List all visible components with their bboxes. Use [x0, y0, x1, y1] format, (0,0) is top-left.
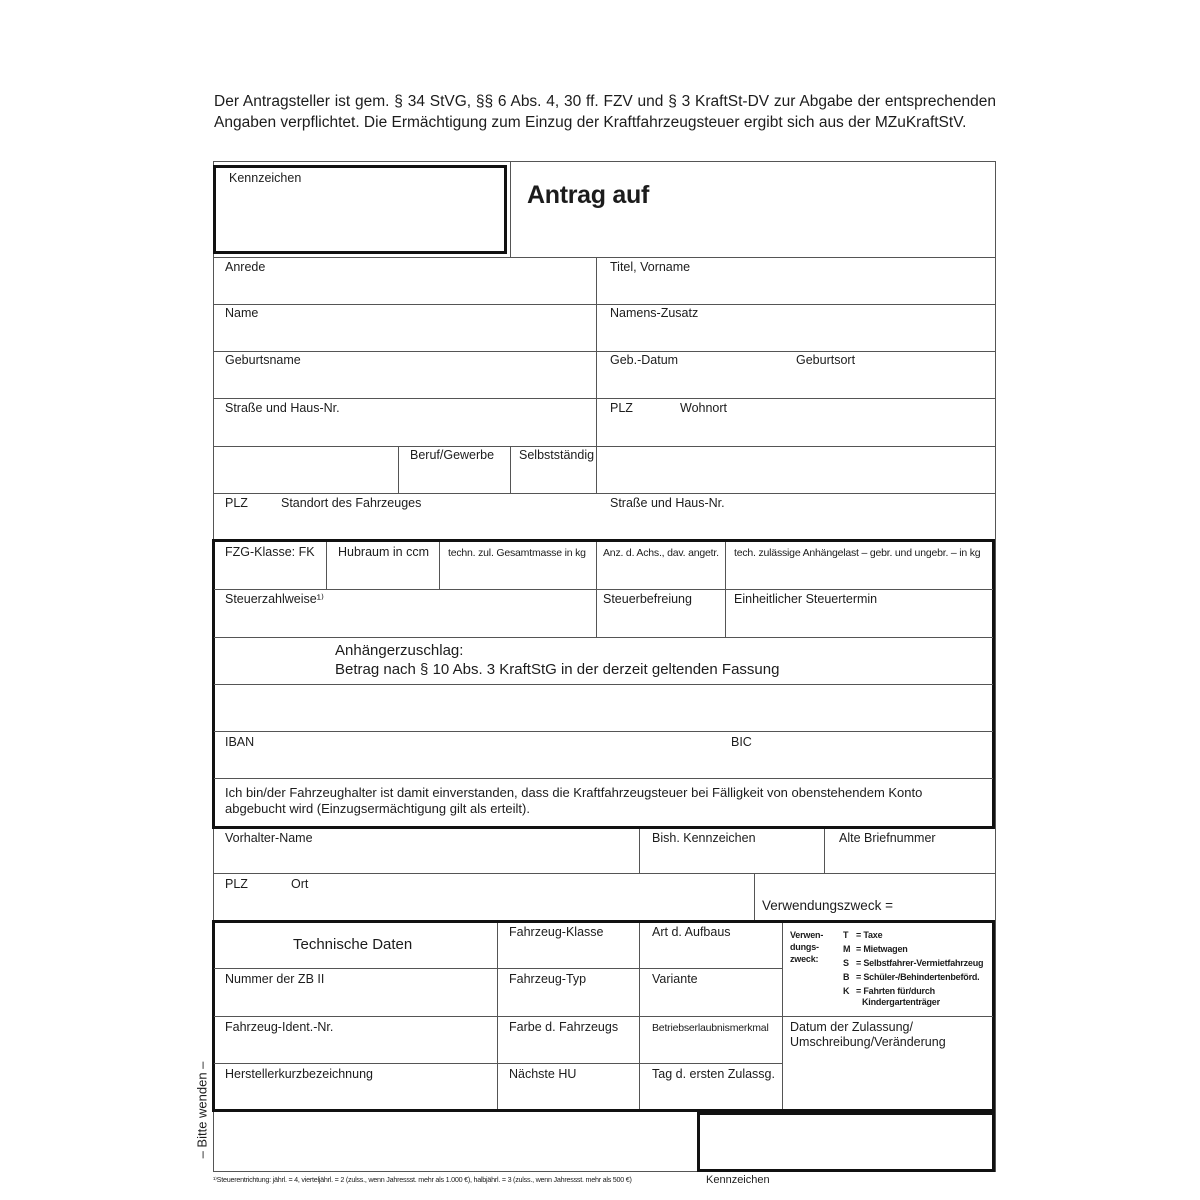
legend-text-m: = Mietwagen [856, 944, 908, 954]
divider [497, 923, 498, 1109]
divider [214, 637, 993, 638]
divider [398, 446, 399, 493]
divider [214, 778, 993, 779]
geburtsname-field[interactable]: Geburtsname [225, 353, 301, 367]
vorhalter-field[interactable]: Vorhalter-Name [225, 831, 313, 845]
legend-code-b: B [843, 972, 850, 982]
verwendungszweck-field[interactable]: Verwendungszweck = [762, 898, 893, 913]
achsen-field[interactable]: Anz. d. Achs., dav. angetr. [603, 547, 719, 559]
steuerzahlweise-field[interactable]: Steuerzahlweise¹⁾ [225, 592, 324, 606]
alte-briefnummer-field[interactable]: Alte Briefnummer [839, 831, 936, 845]
steuerbefreiung-field[interactable]: Steuerbefreiung [603, 592, 692, 606]
divider [782, 923, 783, 1109]
legend-code-k: K [843, 986, 850, 996]
namens-zusatz-field[interactable]: Namens-Zusatz [610, 306, 699, 320]
fahrzeug-klasse-field[interactable]: Fahrzeug-Klasse [509, 925, 604, 939]
divider [214, 1016, 993, 1017]
selbststaendig-field[interactable]: Selbstständig [519, 448, 595, 462]
fzg-klasse-field[interactable]: FZG-Klasse: FK [225, 545, 315, 559]
anrede-field[interactable]: Anrede [225, 260, 266, 274]
technical-heading: Technische Daten [293, 936, 413, 953]
divider [213, 398, 996, 399]
datum-zulassung-field-line2: Umschreibung/Veränderung [790, 1035, 946, 1049]
divider [214, 968, 782, 969]
legend-text-k-cont: Kindergartenträger [862, 997, 940, 1007]
divider [510, 161, 511, 257]
divider [213, 493, 996, 494]
wohnort-field[interactable]: Wohnort [680, 401, 728, 415]
aufbau-field[interactable]: Art d. Aufbaus [652, 925, 731, 939]
legend-text-k: = Fahrten für/durch [856, 986, 935, 996]
vorhalter-plz-field[interactable]: PLZ [225, 877, 248, 891]
legend-text-t: = Taxe [856, 930, 883, 940]
standort-strasse-field[interactable]: Straße und Haus-Nr. [610, 496, 725, 510]
divider [725, 542, 726, 637]
divider [213, 351, 996, 352]
divider [326, 542, 327, 589]
ident-nr-field[interactable]: Fahrzeug-Ident.-Nr. [225, 1020, 334, 1034]
fahrzeug-typ-field[interactable]: Fahrzeug-Typ [509, 972, 587, 986]
legend-label-2: dungs- [790, 942, 819, 952]
divider [639, 829, 640, 873]
divider [214, 731, 993, 732]
divider [214, 1063, 782, 1064]
divider [213, 304, 996, 305]
bitte-wenden-text: – Bitte wenden – [194, 1061, 210, 1159]
hubraum-field[interactable]: Hubraum in ccm [338, 545, 429, 559]
legend-text-b: = Schüler-/Behindertenbeförd. [856, 972, 980, 982]
footnote: ¹⁾Steuerentrichtung: jährl. = 4, vierteljährl. = 2 (zulss., wenn Jahressst. mehr als 1.000 €), halbjährl. = 3 (zulss., wenn Jahressst. mehr als 500 €) [213, 1175, 632, 1184]
divider [596, 542, 597, 637]
plz-field[interactable]: PLZ [610, 401, 633, 415]
erste-zulassung-field[interactable]: Tag d. ersten Zulassg. [652, 1067, 775, 1081]
legend-text-s: = Selbstfahrer-Vermietfahrzeug [856, 958, 984, 968]
steuertermin-field[interactable]: Einheitlicher Steuertermin [734, 592, 878, 606]
anhaenger-heading: Anhängerzuschlag: [335, 642, 464, 659]
kennzeichen-label: Kennzeichen [229, 171, 302, 185]
titel-vorname-field[interactable]: Titel, Vorname [610, 260, 691, 274]
divider [214, 684, 993, 685]
strasse-field[interactable]: Straße und Haus-Nr. [225, 401, 340, 415]
zb2-field[interactable]: Nummer der ZB II [225, 972, 325, 986]
form-title: Antrag auf [527, 181, 650, 209]
anhaengelast-field[interactable]: tech. zulässige Anhängelast – gebr. und ungebr. – in kg [734, 547, 981, 559]
divider [824, 829, 825, 873]
name-field[interactable]: Name [225, 306, 259, 320]
betriebserlaubnis-field[interactable]: Betriebserlaubnismerkmal [652, 1022, 769, 1034]
bish-kennzeichen-field[interactable]: Bish. Kennzeichen [652, 831, 756, 845]
divider [596, 257, 597, 493]
anhaenger-text: Betrag nach § 10 Abs. 3 KraftStG in der derzeit geltenden Fassung [335, 661, 780, 678]
divider [439, 542, 440, 589]
intro-text: Der Antragsteller ist gem. § 34 StVG, §§ 6 Abs. 4, 30 ff. FZV und § 3 KraftSt-DV zur Abgabe der entsprechenden Angaben verpflichtet. Die Ermächtigung zum Einzug der Kraftfahrzeugsteuer ergibt sich aus der MZuKraftStV. [214, 93, 996, 131]
gesamtmasse-field[interactable]: techn. zul. Gesamtmasse in kg [448, 547, 586, 559]
legend-code-t: T [843, 930, 849, 940]
bottom-kennzeichen-label: Kennzeichen [706, 1174, 770, 1186]
datum-zulassung-field[interactable]: Datum der Zulassung/ [790, 1020, 913, 1034]
divider [639, 923, 640, 1109]
legend-code-m: M [843, 944, 851, 954]
legend-label-1: Verwen- [790, 930, 824, 940]
iban-field[interactable]: IBAN [225, 735, 255, 749]
bottom-kennzeichen-box[interactable] [697, 1112, 995, 1172]
geburtsort-field[interactable]: Geburtsort [796, 353, 856, 367]
divider [213, 873, 996, 874]
einzug-text: Ich bin/der Fahrzeughalter ist damit einverstanden, dass die Kraftfahrzeugsteuer bei Fälligkeit von obenstehendem Konto abgebucht wird (Einzugsermächtigung gilt als erteilt). [225, 785, 923, 816]
legend-label-3: zweck: [790, 954, 819, 964]
legend-code-s: S [843, 958, 849, 968]
divider [213, 257, 996, 258]
beruf-field[interactable]: Beruf/Gewerbe [410, 448, 495, 462]
standort-field[interactable]: Standort des Fahrzeuges [281, 496, 422, 510]
naechste-hu-field[interactable]: Nächste HU [509, 1067, 577, 1081]
geb-datum-field[interactable]: Geb.-Datum [610, 353, 679, 367]
divider [510, 446, 511, 493]
bic-field[interactable]: BIC [731, 735, 752, 749]
vorhalter-ort-field[interactable]: Ort [291, 877, 309, 891]
divider [213, 446, 996, 447]
standort-plz-field[interactable]: PLZ [225, 496, 248, 510]
herstellerkurz-field[interactable]: Herstellerkurzbezeichnung [225, 1067, 373, 1081]
variante-field[interactable]: Variante [652, 972, 698, 986]
divider [754, 873, 755, 920]
divider [214, 589, 993, 590]
farbe-field[interactable]: Farbe d. Fahrzeugs [509, 1020, 619, 1034]
